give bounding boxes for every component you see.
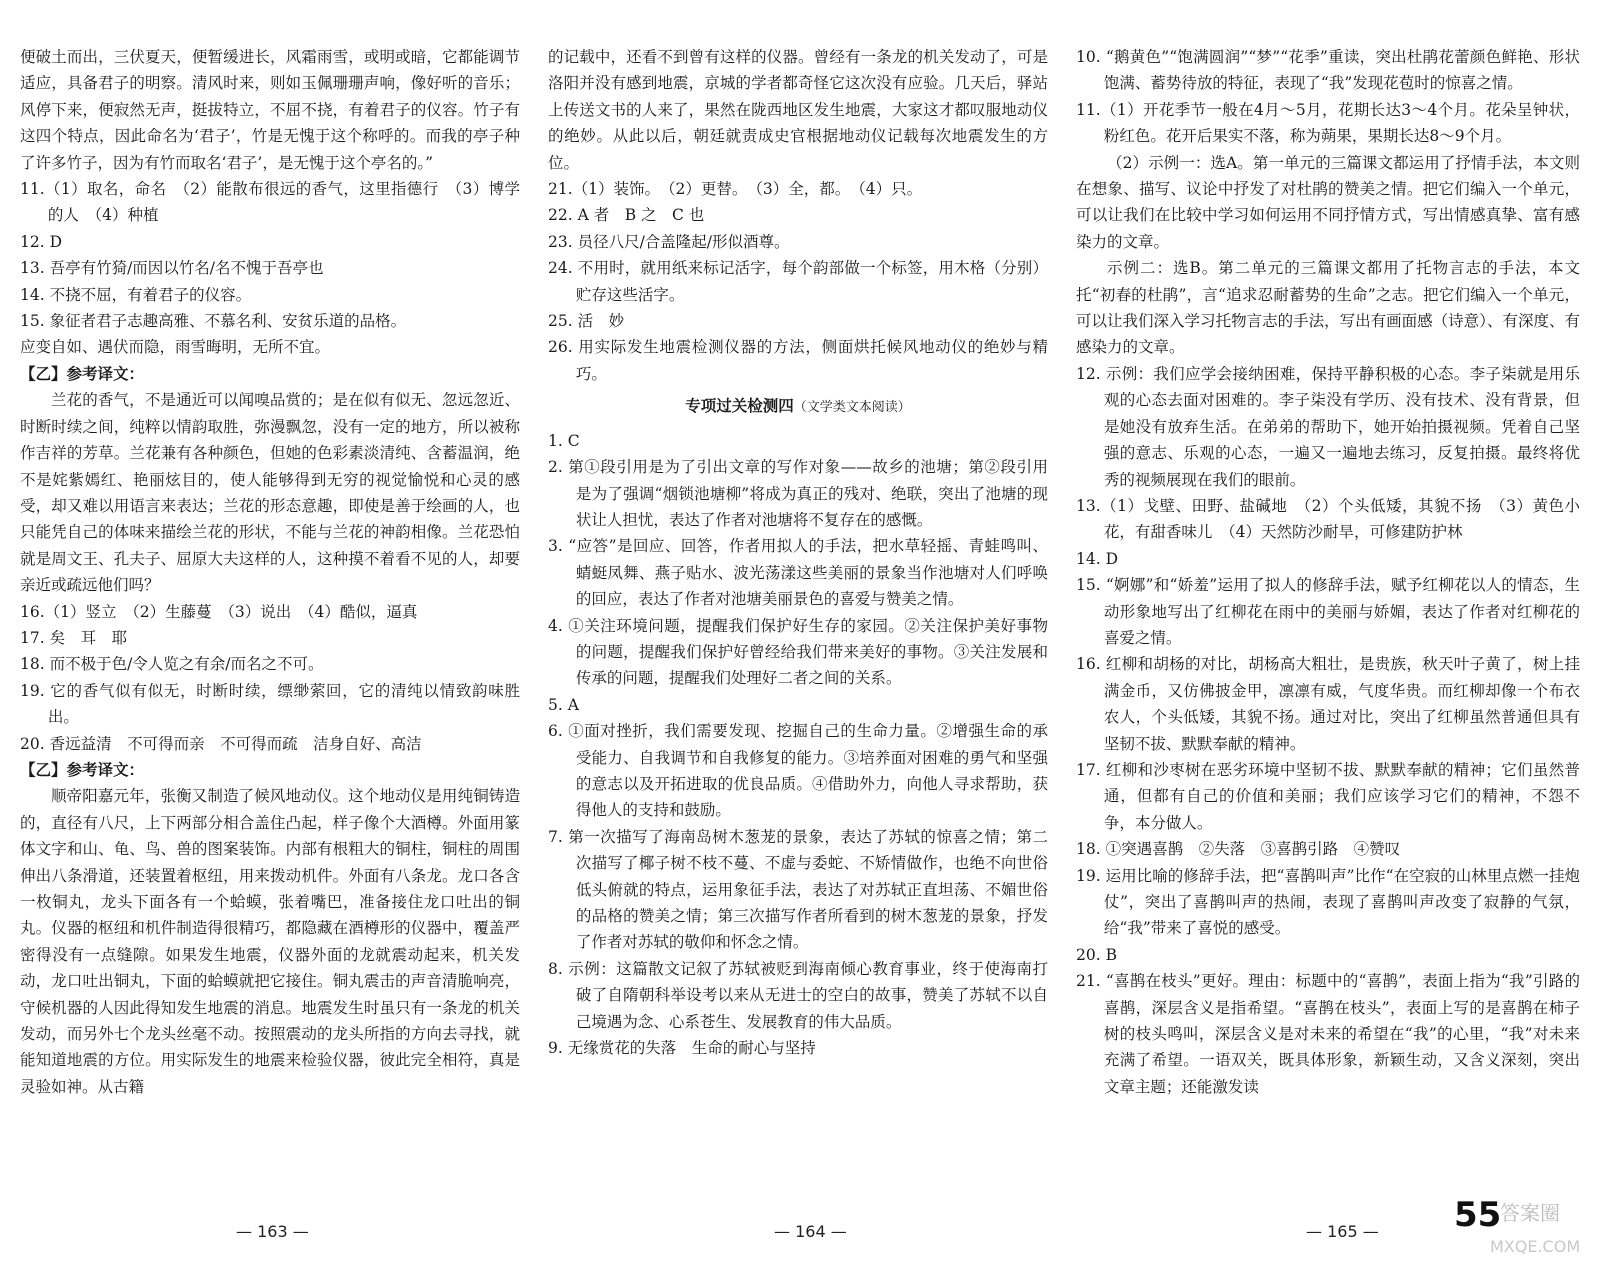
answer-paragraph: 21.（1）装饰。 （2）更替。 （3）全，都。 （4）只。 [548,180,923,199]
answer-paragraph: 23. 员径八尺/合盖隆起/形似酒尊。 [548,232,790,251]
answer-paragraph: 7. 第一次描写了海南岛树木葱茏的景象，表达了苏轼的惊喜之情；第二次描写了椰子树不枝不蔓、不虚与委蛇、不矫情做作，也绝不向世俗低头俯就的特点，运用象征手法，表达了对苏轼正直坦荡、不媚世俗的品格的赞美之情；第三次描写作者所看到的树木葱茏的景象，抒发了作者对苏轼的敬仰和怀念之情。 [548,827,1048,952]
answer-paragraph: 20. 香远益清 不可得而亲 不可得而疏 洁身自好、高洁 [20,734,422,753]
answer-paragraph: 20. B [1076,945,1117,964]
page-number-165: — 165 — [1306,1222,1379,1241]
answer-paragraph: 5. A [548,695,579,714]
answer-paragraph: 11.（1）开花季节一般在4月～5月，花期长达3～4个月。花朵呈钟状，粉红色。花开后果实不落，称为蒴果，果期长达8～9个月。 [1076,100,1580,146]
section-title-sub: （文学类文本阅读） [793,400,911,416]
answer-paragraph: 14. D [1076,549,1119,568]
answer-paragraph: （2）示例一：选A。第一单元的三篇课文都运用了抒情手法，本文则在想象、描写、议论中抒发了对杜鹃的赞美之情。把它们编入一个单元，可以让我们在比较中学习如何运用不同抒情方式，写出情感真挚、富有感染力的文章。 [1076,153,1580,251]
answer-paragraph: 6. ①面对挫折，我们需要发现、挖掘自己的生命力量。②增强生命的承受能力、自我调节和自我修复的能力。③培养面对困难的勇气和坚强的意志以及开拓进取的优良品质。④借助外力，向他人寻求帮助，获得他人的支持和鼓励。 [548,722,1048,820]
answer-paragraph: 10. “鹅黄色”“饱满圆润”“梦”“花季”重读，突出杜鹃花蕾颜色鲜艳、形状饱满、蓄势待放的特征，表现了“我”发现花苞时的惊喜之情。 [1076,48,1580,93]
answer-paragraph: 9. 无缘赏花的失落 生命的耐心与坚持 [548,1039,816,1058]
section-title [548,393,1048,421]
page-number-163: — 163 — [236,1222,309,1241]
watermark-url: MXQE.COM [1490,1237,1581,1256]
answer-paragraph: 22. A 者 B 之 C 也 [548,206,705,225]
answer-paragraph: 15. 象征者君子志趣高雅、不慕名利、安贫乐道的品格。 [20,312,407,331]
answer-paragraph: 15. “婀娜”和“娇羞”运用了拟人的修辞手法，赋予红柳花以人的情态，生动形象地写出了红柳花在雨中的美丽与娇媚，表达了作者对红柳花的喜爱之情。 [1076,576,1580,647]
answer-paragraph: 16. 红柳和胡杨的对比，胡杨高大粗壮，是贵族，秋天叶子黄了，树上挂满金币，又仿佛披金甲，凛凛有威，气度华贵。而红柳却像一个布衣农人，个头低矮，其貌不扬。通过对比，突出了红柳虽然普通但具有坚韧不拔、默默奉献的精神。 [1076,655,1580,753]
watermark-number: 55 [1454,1195,1502,1235]
column-middle [548,44,1048,1061]
answer-paragraph: 便破土而出，三伏夏天，便暂缓进长，风霜雨雪，或明或暗，它都能调节适应，具备君子的明察。清风时来，则如玉佩珊珊声响，像好听的音乐；风停下来，便寂然无声，挺拔特立，不屈不挠，有着君子的仪容。竹子有这四个特点，因此命名为‘君子’，竹是无愧于这个称呼的。而我的亭子种了许多竹子，因为有竹而取名‘君子’，是无愧于这个亭名的。” [20,48,520,172]
answer-paragraph: 的记载中，还看不到曾有这样的仪器。曾经有一条龙的机关发动了，可是洛阳并没有感到地震，京城的学者都奇怪它这次没有应验。几天后，驿站上传送文书的人来了，果然在陇西地区发生地震，大家这才都叹服地动仪的绝妙。从此以后，朝廷就责成史官根据地动仪记载每次地震发生的方位。 [548,48,1048,172]
answer-paragraph: 11.（1）取名，命名 （2）能散布很远的香气，这里指德行 （3）博学的人 （4）种植 [20,180,520,225]
answer-paragraph: 18. ①突遇喜鹊 ②失落 ③喜鹊引路 ④赞叹 [1076,840,1401,859]
watermark-icon [1450,1190,1581,1260]
answer-paragraph: 17. 矣 耳 耶 [20,628,128,647]
answer-paragraph: 3. “应答”是回应、回答，作者用拟人的手法，把水草轻摇、青蛙鸣叫、蜻蜓凤舞、燕子贴水、波光荡漾这些美丽的景象当作池塘对人们呼唤的回应，表达了作者对池塘美丽景色的喜爱与赞美之情。 [548,537,1048,609]
answer-paragraph: 19. 它的香气似有似无，时断时续，缥缈萦回，它的清纯以情致韵味胜出。 [20,681,520,727]
answer-paragraph: 14. 不挠不屈，有着君子的仪容。 [20,285,252,304]
answer-paragraph: 18. 而不极于色/令人览之有余/而名之不可。 [20,655,324,674]
answer-paragraph: 4. ①关注环境问题，提醒我们保护好生存的家园。②关注保护美好事物的问题，提醒我们保护好曾经给我们带来美好的事物。③关注发展和传承的问题，提醒我们处理好二者之间的关系。 [548,616,1048,688]
answer-paragraph: 8. 示例：这篇散文记叙了苏轼被贬到海南倾心教育事业，终于使海南打破了自隋朝科举设考以来从无进士的空白的故事，赞美了苏轼不以自己境遇为念、心系苍生、发展教育的伟大品质。 [548,959,1048,1031]
answer-paragraph: 25. 活 妙 [548,312,625,331]
answer-paragraph: 13. 吾亭有竹猗/而因以竹名/名不愧于吾亭也 [20,259,324,278]
answer-paragraph: 【乙】参考译文： [20,759,145,779]
answer-paragraph: 12. D [20,232,63,251]
answer-paragraph: 21. “喜鹊在枝头”更好。理由：标题中的“喜鹊”，表面上指为“我”引路的喜鹊，深层含义是指希望。“喜鹊在枝头”，表面上写的是喜鹊在柿子树的枝头鸣叫，深层含义是对未来的希望在“我”的心里，“我”对未来充满了希望。一语双关，既具体形象，新颖生动，又含义深刻，突出文章主题；还能激发读 [1076,972,1580,1096]
answer-paragraph: 1. C [548,431,580,450]
answer-paragraph: 19. 运用比喻的修辞手法，把“喜鹊叫声”比作“在空寂的山林里点燃一挂炮仗”，突出了喜鹊叫声的热闹，表现了喜鹊叫声改变了寂静的气氛，给“我”带来了喜悦的感受。 [1076,866,1580,938]
answer-paragraph: 16.（1）竖立 （2）生藤蔓 （3）说出 （4）酷似，逼真 [20,602,418,621]
answer-paragraph: 13.（1）戈壁、田野、盐碱地 （2）个头低矮，其貌不扬 （3）黄色小花，有甜香味儿 （4）天然防沙耐旱，可修建防护林 [1076,496,1580,542]
watermark-logo [1450,1190,1581,1260]
answer-paragraph: 顺帝阳嘉元年，张衡又制造了候风地动仪。这个地动仪是用纯铜铸造的，直径有八尺，上下两部分相合盖住凸起，样子像个大酒樽。外面用篆体文字和山、龟、鸟、兽的图案装饰。内部有根粗大的铜柱，铜柱的周围伸出八条滑道，还装置着枢纽，用来拨动机件。外面有八条龙。龙口各含一枚铜丸，龙头下面各有一个蛤蟆，张着嘴巴，准备接住龙口吐出的铜丸。仪器的枢纽和机件制造得很精巧，都隐藏在酒樽形的仪器中，覆盖严密得没有一点缝隙。如果发生地震，仪器外面的龙就震动起来，机关发动，龙口吐出铜丸，下面的蛤蟆就把它接住。铜丸震击的声音清脆响亮，守候机器的人因此得知发生地震的消息。地震发生时虽只有一条龙的机关发动，而另外七个龙头丝毫不动。按照震动的龙头所指的方向去寻找，就能知道地震的方位。用实际发生的地震来检验仪器，彼此完全相符，真是灵验如神。从古籍 [20,787,520,1096]
answer-paragraph: 24. 不用时，就用纸来标记活字，每个韵部做一个标签，用木格（分别）贮存这些活字。 [548,259,1048,304]
watermark-text: 答案圈 [1500,1201,1560,1225]
answer-paragraph: 26. 用实际发生地震检测仪器的方法，侧面烘托候风地动仪的绝妙与精巧。 [548,338,1048,383]
page-number-164: — 164 — [774,1222,847,1241]
answer-paragraph: 17. 红柳和沙枣树在恶劣环境中坚韧不拔、默默奉献的精神；它们虽然普通，但都有自己的价值和美丽；我们应该学习它们的精神，不怨不争，本分做人。 [1076,760,1580,832]
answer-paragraph: 12. 示例：我们应学会接纳困难，保持平静积极的心态。李子柒就是用乐观的心态去面对困难的。李子柒没有学历、没有技术、没有背景，但是她没有放弃生活。在弟弟的帮助下，她开始拍摄视频。凭着自己坚强的意志、乐观的心态，一遍又一遍地去练习，反复拍摄。最终将优秀的视频展现在我们的眼前。 [1076,364,1580,489]
answer-paragraph: 示例二：选B。第二单元的三篇课文都用了托物言志的手法，本文托“初春的杜鹃”，言“追求忍耐蓄势的生命”之志。把它们编入一个单元，可以让我们深入学习托物言志的手法，写出有画面感（诗意）、有深度、有感染力的文章。 [1076,259,1580,357]
column-left [20,44,520,1100]
answer-paragraph: 应变自如、遇伏而隐，雨雪晦明，无所不宜。 [20,338,331,357]
column-right [1076,44,1580,1100]
answer-paragraph: 2. 第①段引用是为了引出文章的写作对象——故乡的池塘；第②段引用是为了强调“烟锁池塘柳”将成为真正的残对、绝联，突出了池塘的现状让人担忧，表达了作者对池塘将不复存在的感慨。 [548,458,1048,529]
answer-paragraph: 兰花的香气，不是通近可以闻嗅品赏的；是在似有似无、忽远忽近、时断时续之间，纯粹以情韵取胜，弥漫飘忽，没有一定的地方，所以被称作吉祥的芳草。兰花兼有各种颜色，但她的色彩素淡清纯、含蓄温润，绝不是姹紫嫣红、艳丽炫目的，使人能够得到无穷的视觉愉悦和心灵的感受，却又难以用语言来表达；兰花的形态意趣，即使是善于绘画的人，也只能凭自己的体味来描绘兰花的形状，不能与兰花的神韵相像。兰花恐怕就是周文王、孔夫子、屈原大夫这样的人，这种摸不着看不见的人，却要亲近或疏远他们吗？ [20,391,520,595]
section-title-main: 专项过关检测四 [685,396,794,416]
answer-paragraph: 【乙】参考译文： [20,363,145,383]
